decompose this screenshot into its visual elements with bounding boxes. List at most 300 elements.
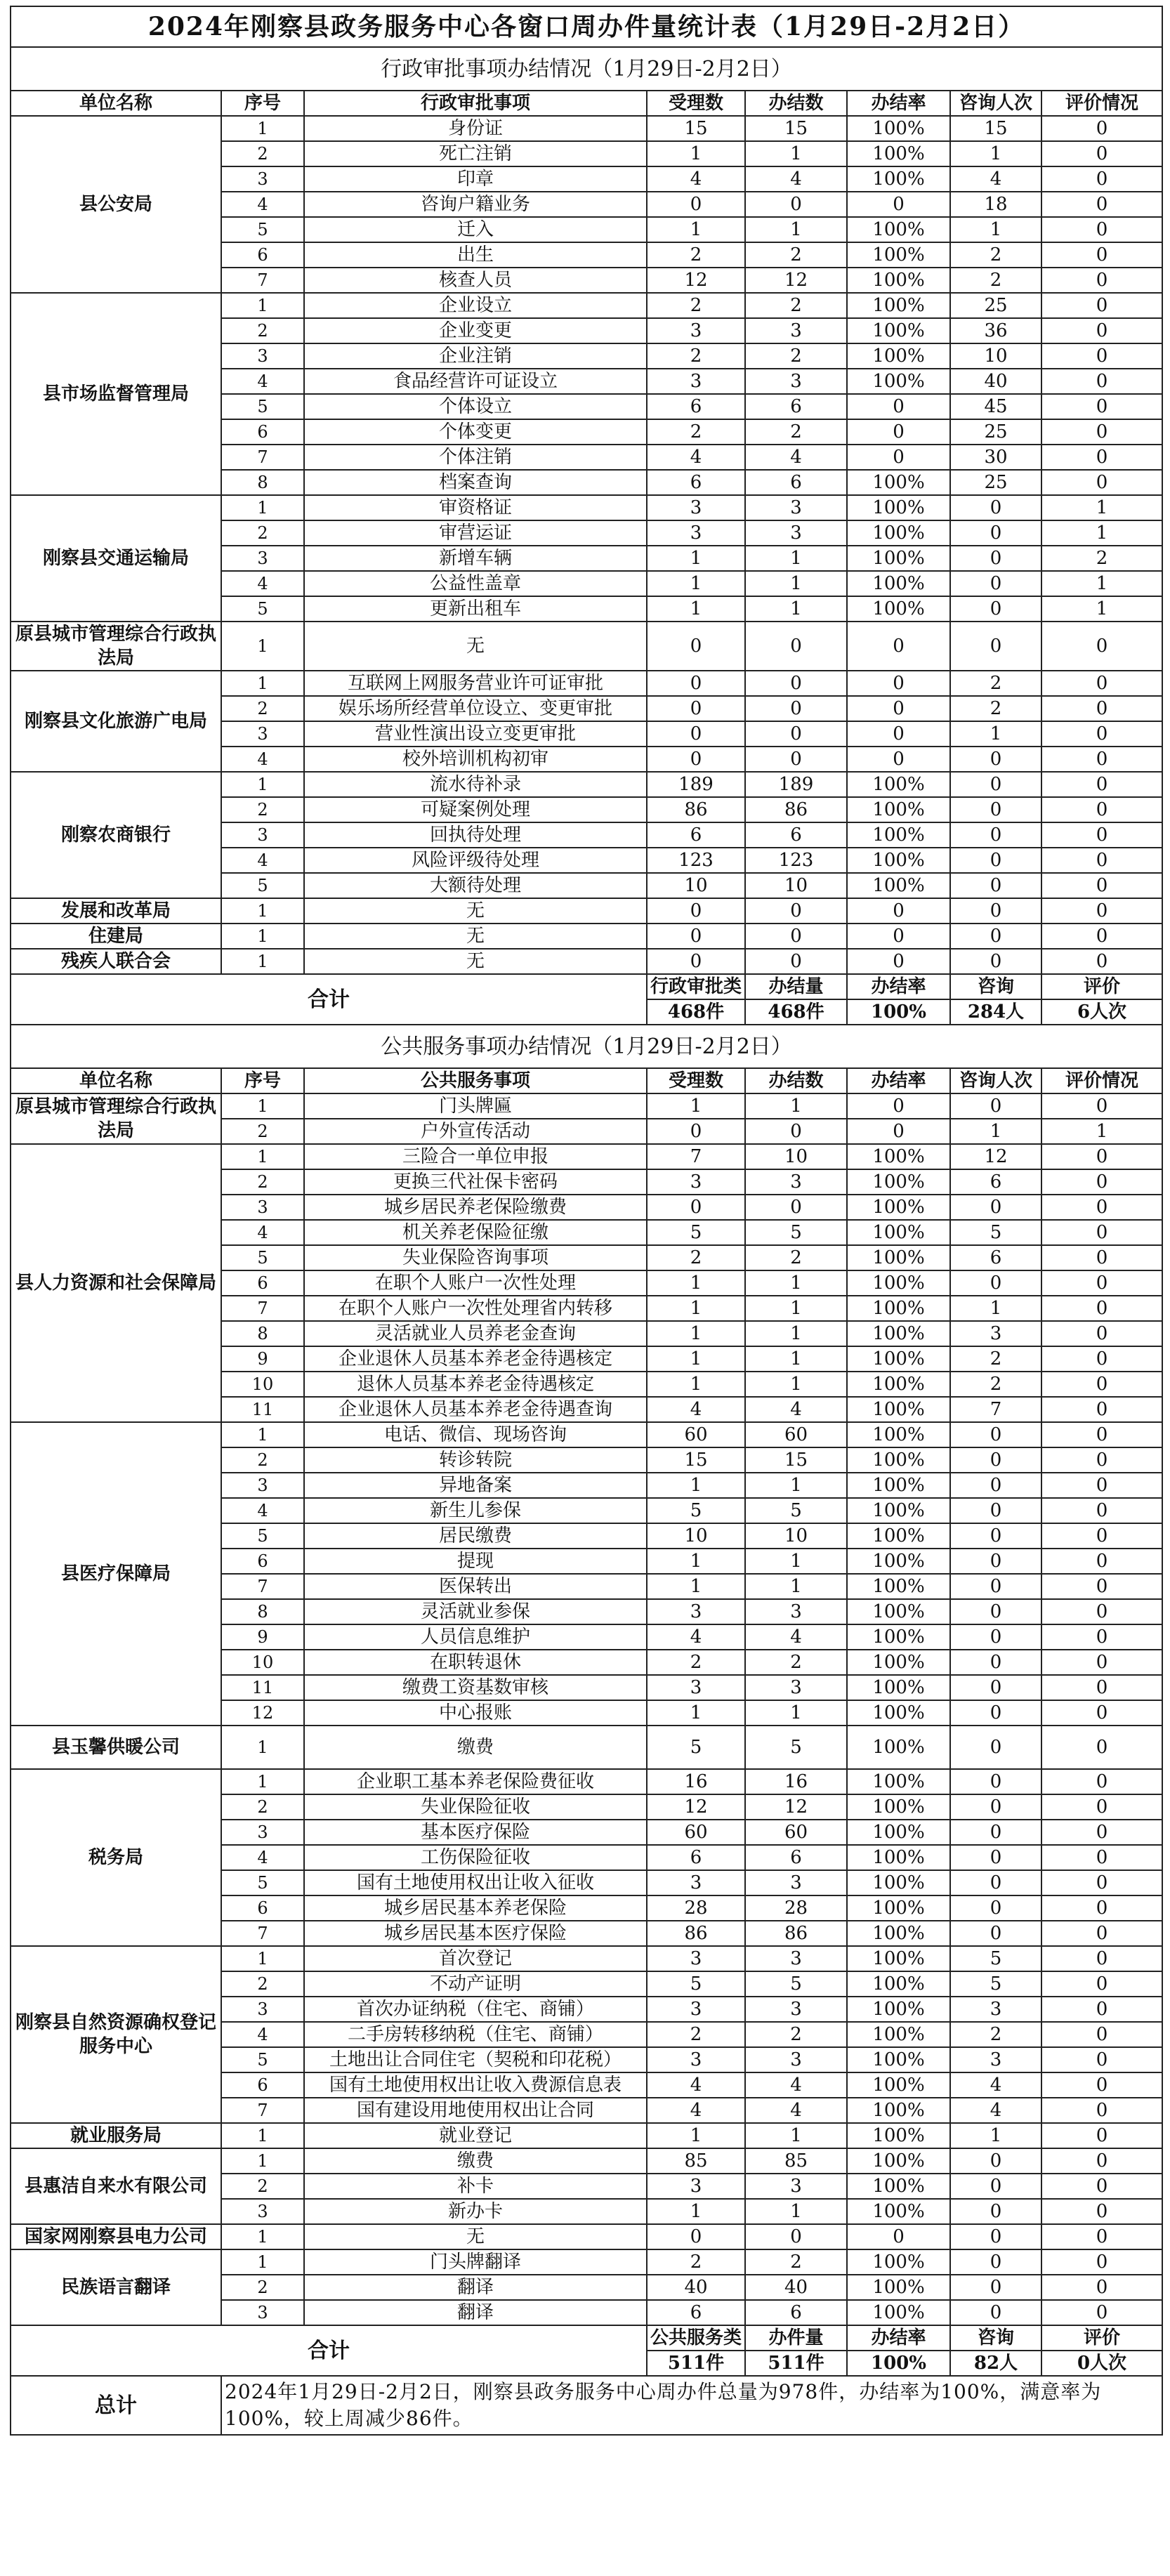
consult-cell: 0 — [950, 2174, 1041, 2199]
item-cell: 门头牌翻译 — [304, 2249, 647, 2275]
rate-cell: 100% — [847, 1195, 950, 1220]
evaluation-cell: 0 — [1041, 696, 1162, 721]
completed-cell: 4 — [745, 1397, 847, 1422]
column-header: 序号 — [221, 1068, 304, 1093]
rate-cell: 100% — [847, 1321, 950, 1346]
evaluation-cell: 0 — [1041, 445, 1162, 470]
accepted-cell: 2 — [647, 1245, 745, 1270]
consult-cell: 0 — [950, 797, 1041, 822]
accepted-cell: 1 — [647, 2123, 745, 2148]
item-cell: 更换三代社保卡密码 — [304, 1169, 647, 1195]
consult-cell: 2 — [950, 242, 1041, 268]
item-cell: 企业退休人员基本养老金待遇查询 — [304, 1397, 647, 1422]
column-header: 办结率 — [847, 1068, 950, 1093]
consult-cell: 1 — [950, 141, 1041, 166]
accepted-cell: 10 — [647, 1523, 745, 1549]
completed-cell: 10 — [745, 1523, 847, 1549]
seq-cell: 5 — [221, 1870, 304, 1895]
accepted-cell: 4 — [647, 166, 745, 192]
consult-cell: 0 — [950, 1195, 1041, 1220]
completed-cell: 12 — [745, 1794, 847, 1820]
grand-total-summary: 2024年1月29日-2月2日，刚察县政务服务中心周办件总量为978件，办结率为100%，满意率为100%，较上周减少86件。 — [221, 2376, 1162, 2435]
column-header: 单位名称 — [11, 91, 221, 116]
evaluation-cell: 0 — [1041, 1599, 1162, 1624]
accepted-cell: 1 — [647, 1093, 745, 1119]
evaluation-cell: 0 — [1041, 1270, 1162, 1296]
item-cell: 在职个人账户一次性处理省内转移 — [304, 1296, 647, 1321]
rate-cell: 0 — [847, 1119, 950, 1144]
rate-cell: 100% — [847, 822, 950, 848]
consult-cell: 0 — [950, 1523, 1041, 1549]
item-cell: 中心报账 — [304, 1700, 647, 1726]
accepted-cell: 3 — [647, 520, 745, 546]
rate-cell: 0 — [847, 721, 950, 747]
consult-cell: 0 — [950, 1870, 1041, 1895]
evaluation-cell: 0 — [1041, 166, 1162, 192]
title-row — [11, 6, 1162, 47]
accepted-cell: 1 — [647, 1321, 745, 1346]
completed-cell: 2 — [745, 2022, 847, 2047]
rate-cell: 0 — [847, 924, 950, 949]
completed-cell: 6 — [745, 2300, 847, 2325]
evaluation-cell: 0 — [1041, 1144, 1162, 1169]
rate-cell: 100% — [847, 1675, 950, 1700]
item-cell: 医保转出 — [304, 1574, 647, 1599]
seq-cell: 4 — [221, 1845, 304, 1870]
total-metric-label: 评价 — [1041, 2325, 1162, 2351]
completed-cell: 0 — [745, 2224, 847, 2249]
seq-cell: 1 — [221, 2123, 304, 2148]
completed-cell: 0 — [745, 898, 847, 924]
consult-cell: 0 — [950, 848, 1041, 873]
seq-cell: 1 — [221, 622, 304, 671]
completed-cell: 5 — [745, 1726, 847, 1769]
seq-cell: 7 — [221, 445, 304, 470]
seq-cell: 5 — [221, 873, 304, 898]
seq-cell: 6 — [221, 419, 304, 445]
evaluation-cell: 0 — [1041, 1921, 1162, 1946]
seq-cell: 7 — [221, 1921, 304, 1946]
completed-cell: 189 — [745, 772, 847, 797]
item-cell: 更新出租车 — [304, 596, 647, 622]
rate-cell: 100% — [847, 1397, 950, 1422]
rate-cell: 100% — [847, 369, 950, 394]
item-cell: 异地备案 — [304, 1473, 647, 1498]
header-row — [11, 91, 1162, 116]
accepted-cell: 15 — [647, 116, 745, 141]
item-cell: 企业退休人员基本养老金待遇核定 — [304, 1346, 647, 1372]
evaluation-cell: 0 — [1041, 1498, 1162, 1523]
evaluation-cell: 0 — [1041, 1794, 1162, 1820]
rate-cell: 0 — [847, 1093, 950, 1119]
table-row — [11, 1422, 1162, 1447]
seq-cell: 3 — [221, 546, 304, 571]
evaluation-cell: 0 — [1041, 1624, 1162, 1650]
item-cell: 灵活就业人员养老金查询 — [304, 1321, 647, 1346]
evaluation-cell: 0 — [1041, 1946, 1162, 1971]
completed-cell: 15 — [745, 116, 847, 141]
rate-cell: 100% — [847, 1769, 950, 1794]
seq-cell: 2 — [221, 2174, 304, 2199]
item-cell: 无 — [304, 2224, 647, 2249]
table-row — [11, 2123, 1162, 2148]
item-cell: 二手房转移纳税（住宅、商铺） — [304, 2022, 647, 2047]
evaluation-cell: 2 — [1041, 546, 1162, 571]
evaluation-cell: 0 — [1041, 1169, 1162, 1195]
completed-cell: 86 — [745, 1921, 847, 1946]
evaluation-cell: 1 — [1041, 571, 1162, 596]
rate-cell: 100% — [847, 470, 950, 495]
consult-cell: 0 — [950, 1700, 1041, 1726]
rate-cell: 100% — [847, 1296, 950, 1321]
unit-name-cell: 刚察县文化旅游广电局 — [11, 671, 221, 772]
evaluation-cell: 0 — [1041, 470, 1162, 495]
seq-cell: 8 — [221, 1599, 304, 1624]
evaluation-cell: 0 — [1041, 2123, 1162, 2148]
seq-cell: 5 — [221, 217, 304, 242]
accepted-cell: 6 — [647, 470, 745, 495]
unit-name-cell: 县人力资源和社会保障局 — [11, 1144, 221, 1422]
consult-cell: 0 — [950, 571, 1041, 596]
total-metric-value: 468件 — [647, 999, 745, 1025]
evaluation-cell: 0 — [1041, 192, 1162, 217]
seq-cell: 10 — [221, 1372, 304, 1397]
rate-cell: 100% — [847, 1346, 950, 1372]
item-cell: 转诊转院 — [304, 1447, 647, 1473]
evaluation-cell: 0 — [1041, 116, 1162, 141]
accepted-cell: 85 — [647, 2148, 745, 2174]
consult-cell: 0 — [950, 1820, 1041, 1845]
total-metric-label: 办结率 — [847, 974, 950, 999]
completed-cell: 60 — [745, 1820, 847, 1845]
rate-cell: 0 — [847, 949, 950, 974]
rate-cell: 100% — [847, 1845, 950, 1870]
item-cell: 国有土地使用权出让收入费源信息表 — [304, 2072, 647, 2098]
rate-cell: 100% — [847, 2148, 950, 2174]
consult-cell: 3 — [950, 1321, 1041, 1346]
item-cell: 档案查询 — [304, 470, 647, 495]
table-row — [11, 2148, 1162, 2174]
accepted-cell: 2 — [647, 293, 745, 318]
rate-cell: 100% — [847, 1650, 950, 1675]
rate-cell: 0 — [847, 445, 950, 470]
consult-cell: 5 — [950, 1946, 1041, 1971]
completed-cell: 1 — [745, 1093, 847, 1119]
seq-cell: 3 — [221, 2199, 304, 2224]
completed-cell: 1 — [745, 1549, 847, 1574]
column-header: 办结数 — [745, 91, 847, 116]
rate-cell: 100% — [847, 772, 950, 797]
consult-cell: 0 — [950, 1447, 1041, 1473]
completed-cell: 3 — [745, 2174, 847, 2199]
completed-cell: 1 — [745, 1346, 847, 1372]
evaluation-cell: 0 — [1041, 747, 1162, 772]
completed-cell: 4 — [745, 445, 847, 470]
rate-cell: 100% — [847, 1169, 950, 1195]
accepted-cell: 4 — [647, 2098, 745, 2123]
item-cell: 国有建设用地使用权出让合同 — [304, 2098, 647, 2123]
completed-cell: 2 — [745, 343, 847, 369]
evaluation-cell: 0 — [1041, 1820, 1162, 1845]
seq-cell: 2 — [221, 2275, 304, 2300]
consult-cell: 36 — [950, 318, 1041, 343]
evaluation-cell: 0 — [1041, 268, 1162, 293]
accepted-cell: 60 — [647, 1820, 745, 1845]
accepted-cell: 3 — [647, 1870, 745, 1895]
accepted-cell: 3 — [647, 1599, 745, 1624]
rate-cell: 100% — [847, 848, 950, 873]
item-cell: 审营运证 — [304, 520, 647, 546]
consult-cell: 0 — [950, 1574, 1041, 1599]
completed-cell: 86 — [745, 797, 847, 822]
accepted-cell: 15 — [647, 1447, 745, 1473]
evaluation-cell: 0 — [1041, 2072, 1162, 2098]
unit-name-cell: 刚察县交通运输局 — [11, 495, 221, 622]
rate-cell: 0 — [847, 696, 950, 721]
accepted-cell: 1 — [647, 546, 745, 571]
completed-cell: 123 — [745, 848, 847, 873]
consult-cell: 0 — [950, 1624, 1041, 1650]
item-cell: 核查人员 — [304, 268, 647, 293]
accepted-cell: 1 — [647, 1574, 745, 1599]
rate-cell: 100% — [847, 1372, 950, 1397]
accepted-cell: 2 — [647, 242, 745, 268]
accepted-cell: 123 — [647, 848, 745, 873]
seq-cell: 1 — [221, 1726, 304, 1769]
seq-cell: 1 — [221, 898, 304, 924]
rate-cell: 0 — [847, 192, 950, 217]
accepted-cell: 2 — [647, 343, 745, 369]
completed-cell: 3 — [745, 1599, 847, 1624]
completed-cell: 40 — [745, 2275, 847, 2300]
completed-cell: 1 — [745, 1270, 847, 1296]
consult-cell: 4 — [950, 166, 1041, 192]
rate-cell: 100% — [847, 141, 950, 166]
section-heading-row — [11, 1025, 1162, 1068]
seq-cell: 2 — [221, 520, 304, 546]
accepted-cell: 4 — [647, 445, 745, 470]
rate-cell: 0 — [847, 394, 950, 419]
accepted-cell: 40 — [647, 2275, 745, 2300]
item-cell: 土地出让合同住宅（契税和印花税） — [304, 2047, 647, 2072]
item-cell: 个体注销 — [304, 445, 647, 470]
consult-cell: 0 — [950, 1650, 1041, 1675]
rate-cell: 100% — [847, 1700, 950, 1726]
rate-cell: 100% — [847, 1473, 950, 1498]
completed-cell: 1 — [745, 596, 847, 622]
seq-cell: 5 — [221, 1245, 304, 1270]
consult-cell: 0 — [950, 822, 1041, 848]
total-metric-label: 办结率 — [847, 2325, 950, 2351]
accepted-cell: 0 — [647, 1195, 745, 1220]
rate-cell: 100% — [847, 495, 950, 520]
total-metric-label: 行政审批类 — [647, 974, 745, 999]
seq-cell: 1 — [221, 1422, 304, 1447]
evaluation-cell: 0 — [1041, 1971, 1162, 1997]
table-row — [11, 495, 1162, 520]
item-cell: 娱乐场所经营单位设立、变更审批 — [304, 696, 647, 721]
evaluation-cell: 0 — [1041, 1220, 1162, 1245]
seq-cell: 1 — [221, 1093, 304, 1119]
item-cell: 校外培训机构初审 — [304, 747, 647, 772]
item-cell: 三险合一单位申报 — [304, 1144, 647, 1169]
item-cell: 无 — [304, 898, 647, 924]
consult-cell: 25 — [950, 470, 1041, 495]
total-label-row — [11, 2325, 1162, 2351]
consult-cell: 0 — [950, 1769, 1041, 1794]
unit-name-cell: 民族语言翻译 — [11, 2249, 221, 2325]
total-label: 合计 — [11, 2325, 647, 2376]
header-row — [11, 1068, 1162, 1093]
rate-cell: 100% — [847, 797, 950, 822]
seq-cell: 3 — [221, 2300, 304, 2325]
accepted-cell: 4 — [647, 2072, 745, 2098]
seq-cell: 1 — [221, 1946, 304, 1971]
seq-cell: 4 — [221, 2022, 304, 2047]
consult-cell: 0 — [950, 2249, 1041, 2275]
accepted-cell: 1 — [647, 1700, 745, 1726]
completed-cell: 5 — [745, 1220, 847, 1245]
completed-cell: 6 — [745, 822, 847, 848]
item-cell: 回执待处理 — [304, 822, 647, 848]
evaluation-cell: 0 — [1041, 2249, 1162, 2275]
seq-cell: 2 — [221, 1971, 304, 1997]
item-cell: 缴费工资基数审核 — [304, 1675, 647, 1700]
completed-cell: 0 — [745, 747, 847, 772]
item-cell: 企业变更 — [304, 318, 647, 343]
rate-cell: 100% — [847, 116, 950, 141]
rate-cell: 100% — [847, 293, 950, 318]
item-cell: 个体设立 — [304, 394, 647, 419]
consult-cell: 2 — [950, 1346, 1041, 1372]
completed-cell: 1 — [745, 1296, 847, 1321]
rate-cell: 100% — [847, 1946, 950, 1971]
completed-cell: 3 — [745, 369, 847, 394]
table-row — [11, 1769, 1162, 1794]
completed-cell: 1 — [745, 2199, 847, 2224]
statistics-sheet — [10, 6, 1162, 2436]
item-cell: 首次办证纳税（住宅、商铺） — [304, 1997, 647, 2022]
accepted-cell: 1 — [647, 1346, 745, 1372]
item-cell: 工伤保险征收 — [304, 1845, 647, 1870]
item-cell: 人员信息维护 — [304, 1624, 647, 1650]
item-cell: 新办卡 — [304, 2199, 647, 2224]
seq-cell: 5 — [221, 596, 304, 622]
item-cell: 新生儿参保 — [304, 1498, 647, 1523]
total-metric-value: 6人次 — [1041, 999, 1162, 1025]
accepted-cell: 0 — [647, 1119, 745, 1144]
evaluation-cell: 0 — [1041, 2300, 1162, 2325]
rate-cell: 100% — [847, 1624, 950, 1650]
item-cell: 翻译 — [304, 2275, 647, 2300]
completed-cell: 3 — [745, 1997, 847, 2022]
item-cell: 补卡 — [304, 2174, 647, 2199]
evaluation-cell: 0 — [1041, 1321, 1162, 1346]
evaluation-cell: 0 — [1041, 2275, 1162, 2300]
column-header: 评价情况 — [1041, 91, 1162, 116]
table-row — [11, 2224, 1162, 2249]
unit-name-cell: 发展和改革局 — [11, 898, 221, 924]
unit-name-cell: 刚察农商银行 — [11, 772, 221, 898]
completed-cell: 0 — [745, 192, 847, 217]
consult-cell: 0 — [950, 1093, 1041, 1119]
consult-cell: 5 — [950, 1220, 1041, 1245]
item-cell: 无 — [304, 924, 647, 949]
completed-cell: 6 — [745, 470, 847, 495]
consult-cell: 1 — [950, 1296, 1041, 1321]
item-cell: 缴费 — [304, 2148, 647, 2174]
seq-cell: 1 — [221, 116, 304, 141]
seq-cell: 5 — [221, 2047, 304, 2072]
item-cell: 城乡居民基本医疗保险 — [304, 1921, 647, 1946]
item-cell: 门头牌匾 — [304, 1093, 647, 1119]
completed-cell: 4 — [745, 1624, 847, 1650]
rate-cell: 100% — [847, 546, 950, 571]
evaluation-cell: 0 — [1041, 1523, 1162, 1549]
evaluation-cell: 0 — [1041, 671, 1162, 696]
rate-cell: 100% — [847, 1549, 950, 1574]
evaluation-cell: 0 — [1041, 1372, 1162, 1397]
seq-cell: 11 — [221, 1397, 304, 1422]
item-cell: 无 — [304, 622, 647, 671]
seq-cell: 6 — [221, 242, 304, 268]
consult-cell: 4 — [950, 2072, 1041, 2098]
rate-cell: 100% — [847, 1245, 950, 1270]
seq-cell: 4 — [221, 571, 304, 596]
completed-cell: 2 — [745, 1245, 847, 1270]
evaluation-cell: 0 — [1041, 1093, 1162, 1119]
accepted-cell: 1 — [647, 1372, 745, 1397]
accepted-cell: 12 — [647, 1794, 745, 1820]
table-row — [11, 1946, 1162, 1971]
completed-cell: 2 — [745, 242, 847, 268]
completed-cell: 6 — [745, 1845, 847, 1870]
item-cell: 身份证 — [304, 116, 647, 141]
seq-cell: 2 — [221, 318, 304, 343]
item-cell: 营业性演出设立变更审批 — [304, 721, 647, 747]
accepted-cell: 1 — [647, 1473, 745, 1498]
evaluation-cell: 1 — [1041, 520, 1162, 546]
rate-cell: 100% — [847, 1895, 950, 1921]
table-row — [11, 622, 1162, 671]
seq-cell: 3 — [221, 166, 304, 192]
column-header: 办结率 — [847, 91, 950, 116]
total-label: 合计 — [11, 974, 647, 1025]
seq-cell: 6 — [221, 1549, 304, 1574]
column-header: 咨询人次 — [950, 1068, 1041, 1093]
column-header: 单位名称 — [11, 1068, 221, 1093]
completed-cell: 1 — [745, 1321, 847, 1346]
completed-cell: 0 — [745, 1119, 847, 1144]
completed-cell: 4 — [745, 2098, 847, 2123]
completed-cell: 1 — [745, 1372, 847, 1397]
consult-cell: 0 — [950, 1473, 1041, 1498]
seq-cell: 4 — [221, 369, 304, 394]
seq-cell: 3 — [221, 1473, 304, 1498]
rate-cell: 100% — [847, 1870, 950, 1895]
completed-cell: 1 — [745, 546, 847, 571]
seq-cell: 11 — [221, 1675, 304, 1700]
consult-cell: 0 — [950, 622, 1041, 671]
accepted-cell: 2 — [647, 1650, 745, 1675]
accepted-cell: 12 — [647, 268, 745, 293]
consult-cell: 0 — [950, 2224, 1041, 2249]
unit-name-cell: 国家网刚察县电力公司 — [11, 2224, 221, 2249]
table-row — [11, 671, 1162, 696]
accepted-cell: 16 — [647, 1769, 745, 1794]
section-heading: 公共服务事项办结情况（1月29日-2月2日） — [11, 1025, 1162, 1068]
accepted-cell: 7 — [647, 1144, 745, 1169]
